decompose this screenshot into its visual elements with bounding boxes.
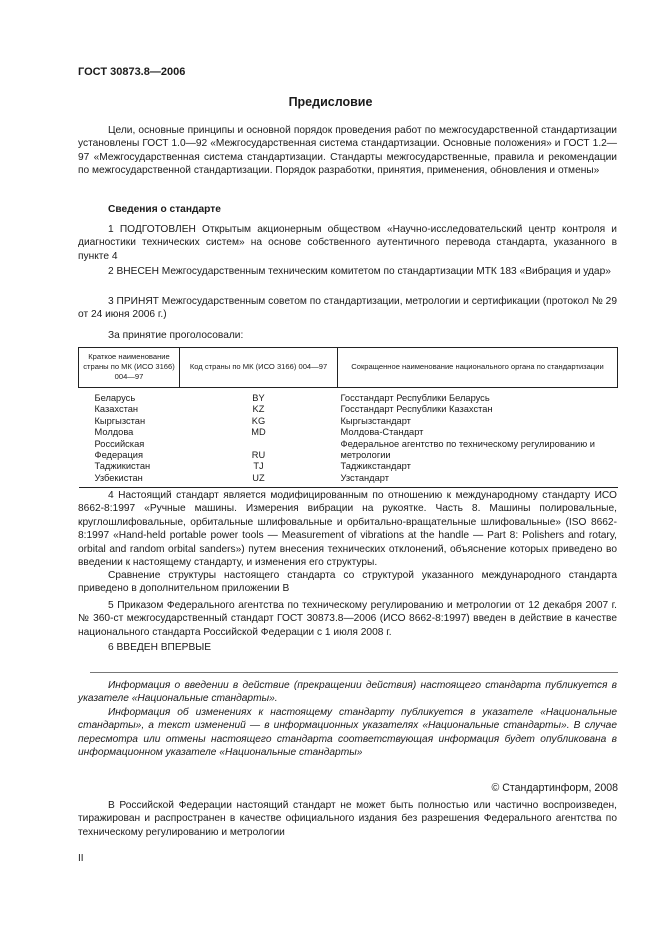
table-cell-body: Госстандарт Республики Беларусь: [340, 393, 490, 403]
table-header-code: Код страны по МК (ИСО 3166) 004—97: [180, 348, 338, 388]
member-states-table: [78, 347, 618, 488]
standard-code-header: ГОСТ 30873.8—2006: [78, 66, 186, 78]
item-2-paragraph: 2 ВНЕСЕН Межгосударственным техническим комитетом по стандартизации МТК 183 «Вибрация и удар»: [108, 266, 611, 277]
item-6-paragraph: 6 ВВЕДЕН ВПЕРВЫЕ: [108, 642, 212, 653]
table-cell-body: Таджикстандарт: [340, 461, 411, 472]
table-cell-code: KG: [251, 415, 266, 426]
table-cell-country: Таджикистан: [94, 461, 151, 472]
table-row: [79, 388, 618, 405]
table-row: [79, 404, 618, 415]
section-heading: Сведения о стандарте: [108, 204, 221, 215]
table-cell-code: BY: [252, 393, 265, 403]
table-cell-code: TJ: [253, 461, 264, 472]
table-cell-body: Молдова-Стандарт: [340, 427, 424, 438]
notice-introduction: Информация о введении в действие (прекращении действия) настоящего стандарта публикуется в указателе «Национальные стандарты».: [78, 680, 617, 705]
table-cell-code: RU: [251, 450, 266, 461]
table-row: [79, 473, 618, 488]
table-row: [79, 427, 618, 438]
table-row: [79, 416, 618, 427]
table-header-country: Краткое наименование страны по МК (ИСО 3166) 004—97: [79, 348, 180, 388]
page-number: II: [78, 853, 84, 864]
notice-changes: Информация об изменениях к настоящему стандарту публикуется в указателе «Национальные стандарты», а текст изменений — в информационных указателях «Национальные стандарты». В случае пересмотра или отмены настоящего стандарта соответствующая информация будет опубликована в информационном указателе «Национальные стандарты»: [78, 707, 617, 759]
intro-paragraph: Цели, основные принципы и основной порядок проведения работ по межгосударственной стандартизации установлены ГОСТ 1.0—92 «Межгосударственная система стандартизации. Основные положения» и ГОСТ 1.2—97 «Межгосударственная система стандартизации. Стандарты межгосударственные, правила и рекомендации по межгосударственной стандартизации. Порядок разработки, принятия, применения, обновления и отмены»: [78, 125, 617, 177]
table-cell-body: Узстандарт: [340, 472, 389, 483]
table-header-row: [79, 348, 618, 388]
table-cell-country: Беларусь: [94, 393, 136, 403]
table-header-body: Сокращенное наименование национального органа по стандартизации: [338, 348, 618, 388]
item-4-paragraph: 4 Настоящий стандарт является модифицированным по отношению к международному стандарту ИСО 8662-8:1997 «Ручные машины. Измерения вибрации на рукоятке. Часть 8. Машины полировальные, круглошлифовальные, орбитальные шлифовальные и орбитально-вращательные шлифовальные» (ISO 8662-8:1997 «Hand-held portable power tools — Measurement of vibrations at the handle — Part 8: Polishers and rotary, orbital and random orbital sanders») путем внесения технических отклонений, объяснение которых приведено во введении к настоящему стандарту, и изменения его структуры.: [78, 490, 617, 569]
table-cell-country: Казахстан: [94, 404, 139, 415]
table-row: [79, 461, 618, 472]
table-cell-code: MD: [251, 427, 266, 438]
notice-divider: [90, 672, 618, 673]
table-cell-body: Госстандарт Республики Казахстан: [340, 404, 493, 415]
item-5-paragraph: 5 Приказом Федерального агентства по техническому регулированию и метрологии от 12 декабря 2007 г. № 360-ст межгосударственный стандарт ГОСТ 30873.8—2006 (ИСО 8662-8:1997) введен в действие в качестве национального стандарта Российской Федерации с 1 июля 2008 г.: [78, 600, 617, 638]
table-cell-country: Молдова: [94, 427, 134, 438]
table-cell-country: Кыргызстан: [94, 415, 146, 426]
page-title: Предисловие: [288, 95, 373, 109]
table-row: [79, 439, 618, 462]
table-cell-body: Федеральное агентство по техническому регулированию и метрологии: [340, 438, 595, 461]
item-1-paragraph: 1 ПОДГОТОВЛЕН Открытым акционерным обществом «Научно-исследовательский центр контроля и диагностики технических систем» на основе собственного аутентичного перевода стандарта, указанного в пункте 4: [78, 224, 617, 262]
table-cell-code: UZ: [252, 472, 265, 483]
legal-notice: В Российской Федерации настоящий стандарт не может быть полностью или частично воспроизведен, тиражирован и распространен в качестве официального издания без разрешения Федерального агентства по техническому регулированию и метрологии: [78, 800, 617, 838]
table-cell-country: Российская Федерация: [94, 438, 145, 461]
item-4-comparison-paragraph: Сравнение структуры настоящего стандарта со структурой указанного международного стандарта приведено в дополнительном приложении В: [78, 570, 617, 595]
table-cell-code: KZ: [252, 404, 265, 415]
copyright-notice: © Стандартинформ, 2008: [491, 782, 618, 794]
item-3-paragraph: 3 ПРИНЯТ Межгосударственным советом по стандартизации, метрологии и сертификации (протокол № 29 от 24 июня 2006 г.): [78, 296, 617, 321]
table-cell-country: Узбекистан: [94, 472, 143, 483]
vote-label: За принятие проголосовали:: [108, 330, 244, 341]
table-cell-body: Кыргызстандарт: [340, 415, 411, 426]
